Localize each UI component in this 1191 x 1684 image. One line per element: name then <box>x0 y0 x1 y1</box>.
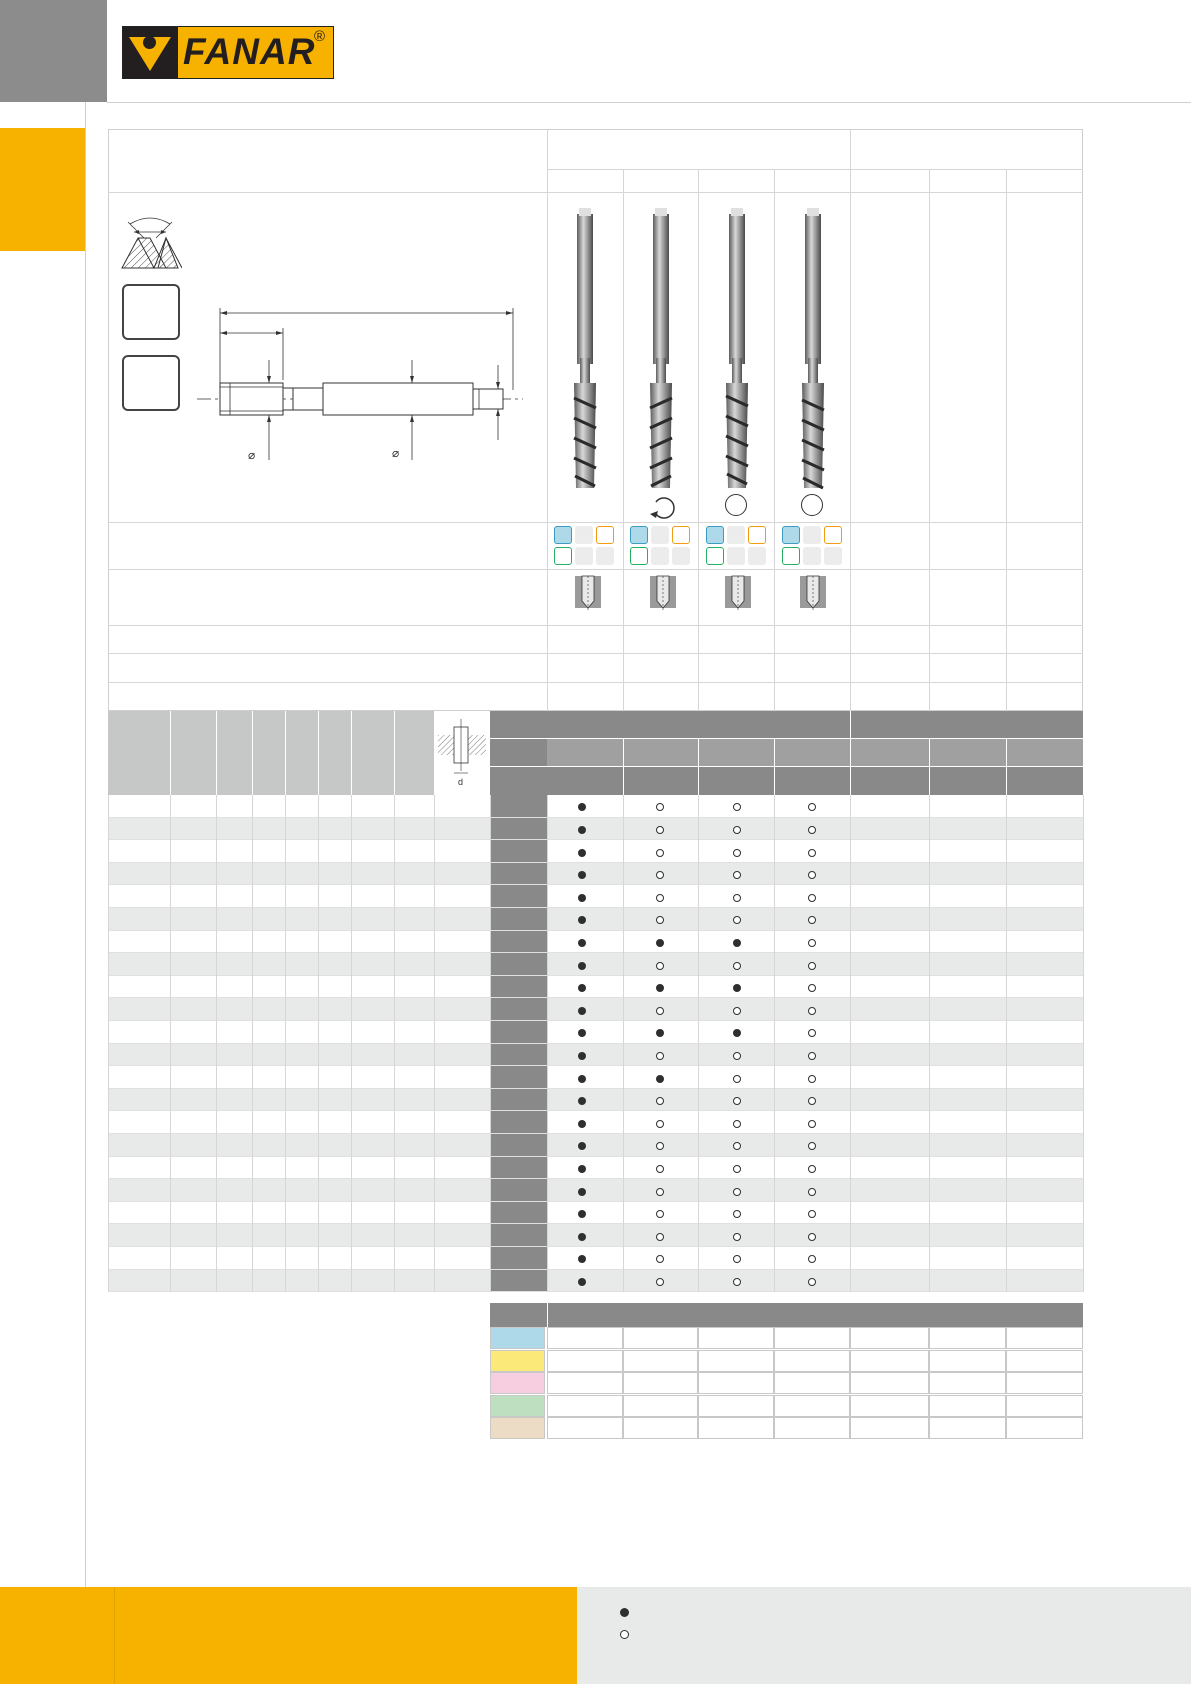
tap-photo-4 <box>796 208 830 508</box>
open-dot-icon <box>656 1188 664 1196</box>
open-dot-icon <box>733 1007 741 1015</box>
registered-mark: ® <box>314 28 326 45</box>
open-dot-icon <box>656 894 664 902</box>
box-line-materials <box>108 522 1083 523</box>
hdr-col-sep <box>252 711 253 795</box>
open-dot-icon <box>808 939 816 947</box>
box-col-divider <box>547 129 548 711</box>
legend-cell <box>547 1327 623 1349</box>
box-subheader-line <box>547 169 1083 170</box>
table-row <box>108 1089 1083 1112</box>
table-row <box>108 1157 1083 1180</box>
open-dot-icon <box>808 1188 816 1196</box>
full-dot-icon <box>578 939 586 947</box>
material-group-swatch <box>490 1395 545 1417</box>
header-divider <box>107 102 1191 103</box>
blind-hole-icon <box>799 575 827 613</box>
open-dot-icon <box>733 1052 741 1060</box>
legend-cell <box>547 1395 623 1417</box>
full-dot-icon <box>578 826 586 834</box>
hdr-col-sep <box>170 711 171 795</box>
section-tab <box>0 128 85 251</box>
full-dot-icon <box>656 939 664 947</box>
row-col-sep <box>170 795 171 1292</box>
open-dot-icon <box>808 1233 816 1241</box>
logo-mark <box>123 27 178 78</box>
table-row <box>108 1111 1083 1134</box>
material-empty-icon <box>824 547 842 565</box>
open-dot-icon <box>733 962 741 970</box>
legend-cell <box>623 1350 698 1372</box>
table-row <box>108 1270 1083 1293</box>
material-empty-icon <box>575 526 593 544</box>
row-key-cell <box>490 1021 547 1044</box>
row-col-sep <box>490 795 491 1292</box>
legend-hdr-vline <box>547 1303 548 1327</box>
open-dot-icon <box>733 1075 741 1083</box>
table-row <box>108 931 1083 954</box>
row-key-cell <box>490 840 547 863</box>
table-row <box>108 1202 1083 1225</box>
table-row <box>108 1247 1083 1270</box>
material-blue-icon <box>630 526 648 544</box>
logo-dot-icon <box>143 36 156 49</box>
row-key-cell <box>490 1202 547 1225</box>
table-row <box>108 1179 1083 1202</box>
header-corner-block <box>0 0 107 102</box>
hdr-line <box>490 766 1083 767</box>
row-col-sep <box>1006 795 1007 1292</box>
full-dot-icon <box>733 939 741 947</box>
row-key-cell <box>490 1247 547 1270</box>
full-dot-icon <box>578 1188 586 1196</box>
legend-open-dot-icon <box>620 1630 629 1639</box>
standard-badge <box>122 355 180 411</box>
row-key-cell <box>490 863 547 886</box>
open-dot-icon <box>808 1278 816 1286</box>
left-margin-rule <box>85 102 86 1587</box>
table-header-sub <box>547 739 1083 767</box>
row-divider <box>108 1291 1083 1292</box>
material-grid-1 <box>554 526 616 570</box>
hdr-col-sep <box>394 711 395 795</box>
row-key-cell <box>490 998 547 1021</box>
full-dot-icon <box>578 962 586 970</box>
material-green-icon <box>782 547 800 565</box>
box-col-divider <box>623 169 624 711</box>
row-key-cell <box>490 1157 547 1180</box>
left-rotation-icon <box>648 494 678 520</box>
row-col-sep <box>394 795 395 1292</box>
legend-cell <box>623 1327 698 1349</box>
open-dot-icon <box>656 1278 664 1286</box>
full-dot-icon <box>578 1075 586 1083</box>
open-dot-icon <box>656 1120 664 1128</box>
open-dot-icon <box>733 1188 741 1196</box>
legend-cell <box>850 1327 929 1349</box>
blind-hole-icon <box>574 575 602 613</box>
material-blue-icon <box>782 526 800 544</box>
drill-hole-icon <box>434 711 490 795</box>
legend-cell <box>547 1417 623 1439</box>
table-row <box>108 840 1083 863</box>
table-header-sub2 <box>547 767 1083 795</box>
row-key-cell <box>490 1179 547 1202</box>
hdr-sub-sep <box>698 739 699 795</box>
legend-cell <box>1006 1350 1083 1372</box>
legend-cell <box>929 1327 1006 1349</box>
full-dot-icon <box>578 849 586 857</box>
hdr-sub-sep <box>623 739 624 795</box>
row-col-sep <box>216 795 217 1292</box>
row-col-sep <box>1083 795 1084 1292</box>
open-dot-icon <box>733 1120 741 1128</box>
open-dot-icon <box>808 1007 816 1015</box>
footer-legend-block <box>577 1587 1191 1684</box>
hdr-vline <box>850 711 851 795</box>
legend-full-dot-icon <box>620 1608 629 1617</box>
material-empty-icon <box>727 547 745 565</box>
legend-cell <box>929 1417 1006 1439</box>
row-key-cell <box>490 976 547 999</box>
open-dot-icon <box>808 1120 816 1128</box>
table-row <box>108 998 1083 1021</box>
open-dot-icon <box>656 1052 664 1060</box>
hdr-sub-sep <box>774 739 775 795</box>
row-key-cell <box>490 1044 547 1067</box>
legend-cell <box>547 1372 623 1394</box>
thread-profile-60-icon <box>120 208 182 272</box>
legend-cell <box>929 1395 1006 1417</box>
legend-cell <box>698 1417 774 1439</box>
legend-cell <box>850 1350 929 1372</box>
open-dot-icon <box>733 894 741 902</box>
legend-cell <box>774 1372 850 1394</box>
row-key-cell <box>490 885 547 908</box>
row-col-sep <box>623 795 624 1292</box>
footer-tab <box>0 1587 114 1684</box>
material-blue-icon <box>554 526 572 544</box>
hdr-col-sep <box>318 711 319 795</box>
svg-text:d: d <box>458 777 464 787</box>
full-dot-icon <box>578 1278 586 1286</box>
table-header-left <box>108 711 490 795</box>
tap-photo-2 <box>644 208 678 508</box>
legend-cell <box>623 1417 698 1439</box>
material-empty-icon <box>727 526 745 544</box>
material-green-icon <box>630 547 648 565</box>
open-dot-icon <box>808 1165 816 1173</box>
open-dot-icon <box>656 1233 664 1241</box>
material-empty-icon <box>596 547 614 565</box>
row-key-cell <box>490 1066 547 1089</box>
row-col-sep <box>929 795 930 1292</box>
table-row <box>108 1066 1083 1089</box>
hdr-sub-sep <box>1006 739 1007 795</box>
box-col-divider <box>1006 169 1007 711</box>
open-dot-icon <box>808 849 816 857</box>
row-key-cell <box>490 953 547 976</box>
row-col-sep <box>108 795 109 1292</box>
hdr-col-sep <box>351 711 352 795</box>
material-group-swatch <box>490 1327 545 1349</box>
footer-title-block <box>114 1587 577 1684</box>
full-dot-icon <box>578 894 586 902</box>
open-dot-icon <box>808 962 816 970</box>
row-col-sep <box>351 795 352 1292</box>
legend-cell <box>698 1372 774 1394</box>
material-grid-4 <box>782 526 844 570</box>
hdr-col-sep <box>216 711 217 795</box>
blind-hole-icon <box>649 575 677 613</box>
legend-cell <box>698 1350 774 1372</box>
row-col-sep <box>850 795 851 1292</box>
hdr-col-sep <box>285 711 286 795</box>
material-empty-icon <box>575 547 593 565</box>
table-row <box>108 953 1083 976</box>
legend-cell <box>850 1395 929 1417</box>
legend-header <box>490 1303 1083 1327</box>
material-group-swatch <box>490 1350 545 1372</box>
legend-cell <box>623 1372 698 1394</box>
box-line-row2 <box>108 653 1083 654</box>
open-dot-icon <box>733 1278 741 1286</box>
box-header-line <box>108 192 1083 193</box>
box-line-row1 <box>108 625 1083 626</box>
tap-drawing <box>195 300 525 470</box>
box-line-row3 <box>108 682 1083 683</box>
material-empty-icon <box>672 547 690 565</box>
row-col-sep <box>318 795 319 1292</box>
table-row <box>108 818 1083 841</box>
open-dot-icon <box>656 849 664 857</box>
material-group-swatch <box>490 1372 545 1394</box>
open-dot-icon <box>733 849 741 857</box>
open-dot-icon <box>808 894 816 902</box>
open-dot-icon <box>808 826 816 834</box>
box-col-divider <box>774 169 775 711</box>
legend-cell <box>547 1350 623 1372</box>
legend-cell <box>774 1327 850 1349</box>
tap-photo-1 <box>568 208 602 508</box>
material-group-swatch <box>490 1417 545 1439</box>
table-row <box>108 885 1083 908</box>
legend-cell <box>774 1395 850 1417</box>
row-key-cell <box>490 1111 547 1134</box>
row-col-sep <box>774 795 775 1292</box>
full-dot-icon <box>578 1120 586 1128</box>
box-col-divider <box>698 169 699 711</box>
table-row <box>108 863 1083 886</box>
material-orange-icon <box>596 526 614 544</box>
legend-cell <box>850 1417 929 1439</box>
box-col-divider <box>850 129 851 711</box>
diameter-symbol-d1: ⌀ <box>248 448 256 462</box>
logo-wordmark: FANAR <box>183 31 316 72</box>
open-dot-icon <box>733 826 741 834</box>
full-dot-icon <box>578 1165 586 1173</box>
material-empty-icon <box>748 547 766 565</box>
row-col-sep <box>252 795 253 1292</box>
material-empty-icon <box>803 547 821 565</box>
material-orange-icon <box>748 526 766 544</box>
legend-cell <box>774 1417 850 1439</box>
table-row <box>108 976 1083 999</box>
row-key-cell <box>490 1089 547 1112</box>
row-key-cell <box>490 908 547 931</box>
full-dot-icon <box>578 1007 586 1015</box>
open-dot-icon <box>808 1052 816 1060</box>
legend-cell <box>929 1372 1006 1394</box>
open-dot-icon <box>656 962 664 970</box>
circle-icon <box>725 494 747 516</box>
open-dot-icon <box>656 826 664 834</box>
tolerance-badge <box>122 284 180 340</box>
legend-cell <box>774 1350 850 1372</box>
material-empty-icon <box>651 547 669 565</box>
fanar-logo <box>122 26 334 79</box>
box-col-divider <box>929 169 930 711</box>
material-orange-icon <box>672 526 690 544</box>
material-blue-icon <box>706 526 724 544</box>
full-dot-icon <box>656 1075 664 1083</box>
table-row <box>108 908 1083 931</box>
table-row <box>108 1224 1083 1247</box>
row-key-cell <box>490 1134 547 1157</box>
legend-cell <box>1006 1372 1083 1394</box>
row-key-cell <box>490 795 547 818</box>
material-green-icon <box>554 547 572 565</box>
row-col-sep <box>698 795 699 1292</box>
legend-cell <box>850 1372 929 1394</box>
material-green-icon <box>706 547 724 565</box>
table-row <box>108 1044 1083 1067</box>
diameter-symbol-d2: ⌀ <box>392 446 400 460</box>
row-key-cell <box>490 818 547 841</box>
full-dot-icon <box>578 1052 586 1060</box>
row-col-sep <box>547 795 548 1292</box>
row-col-sep <box>434 795 435 1292</box>
table-row <box>108 1021 1083 1044</box>
material-grid-3 <box>706 526 768 570</box>
circle-icon <box>801 494 823 516</box>
material-empty-icon <box>803 526 821 544</box>
material-empty-icon <box>651 526 669 544</box>
open-dot-icon <box>733 1165 741 1173</box>
legend-cell <box>623 1395 698 1417</box>
full-dot-icon <box>578 1233 586 1241</box>
hdr-line <box>490 738 1083 739</box>
table-header-col-10 <box>490 711 547 795</box>
table-row <box>108 1134 1083 1157</box>
legend-cell <box>698 1395 774 1417</box>
blind-hole-icon <box>724 575 752 613</box>
open-dot-icon <box>656 1007 664 1015</box>
open-dot-icon <box>733 1233 741 1241</box>
open-dot-icon <box>656 1165 664 1173</box>
legend-cell <box>1006 1417 1083 1439</box>
tap-photo-3 <box>720 208 754 508</box>
row-key-cell <box>490 931 547 954</box>
row-key-cell <box>490 1270 547 1293</box>
material-orange-icon <box>824 526 842 544</box>
row-key-cell <box>490 1224 547 1247</box>
open-dot-icon <box>808 1075 816 1083</box>
legend-cell <box>698 1327 774 1349</box>
row-col-sep <box>285 795 286 1292</box>
table-header-group <box>547 711 1083 739</box>
legend-cell <box>1006 1395 1083 1417</box>
table-row <box>108 795 1083 818</box>
hdr-sub-sep <box>929 739 930 795</box>
material-grid-2 <box>630 526 692 570</box>
legend-cell <box>929 1350 1006 1372</box>
legend-cell <box>1006 1327 1083 1349</box>
drill-size-header <box>434 711 490 795</box>
